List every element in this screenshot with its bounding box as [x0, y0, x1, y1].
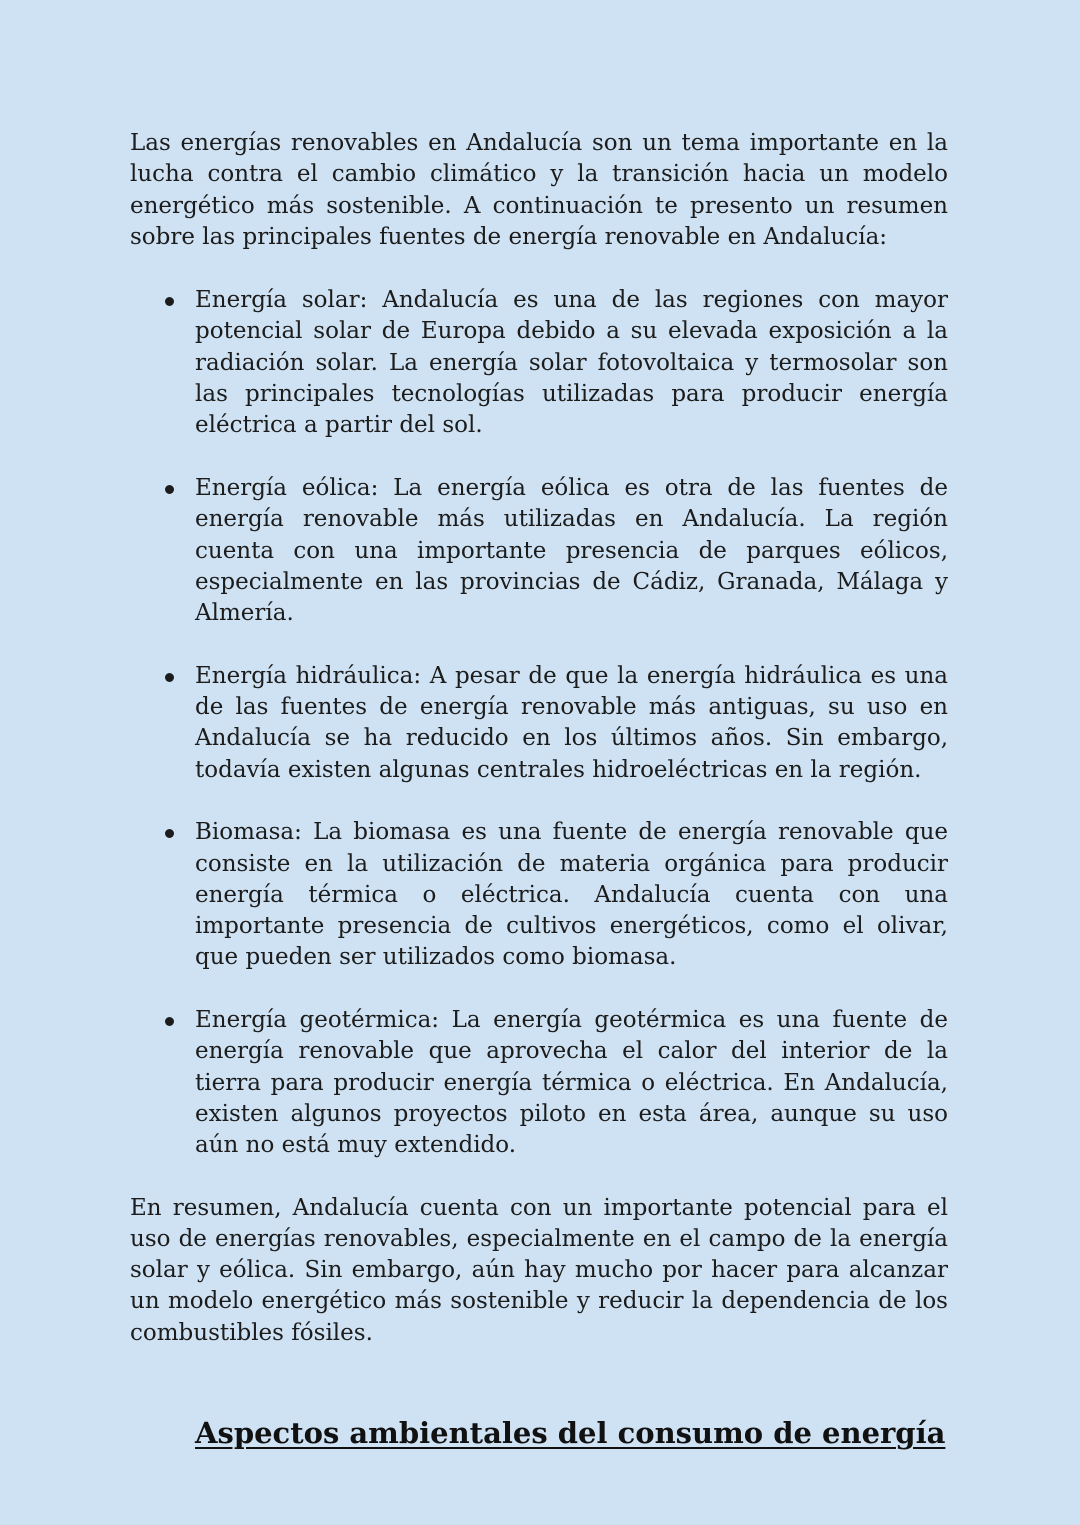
bullet-icon [165, 297, 174, 306]
conclusion-paragraph: En resumen, Andalucía cuenta con un importante potencial para el uso de energías renovables, especialmente en el campo de la energía solar y eólica. Sin embargo, aún hay mucho por hacer para alcanzar un modelo energético más sostenible y reducir la dependencia de los combustibles fósiles. [130, 1194, 948, 1346]
list-item-text: Energía eólica: La energía eólica es otra de las fuentes de energía renovable más utilizadas en Andalucía. La región cuenta con una importante presencia de parques eólicos, especialmente en las provincias de Cádiz, Granada, Málaga y Almería. [195, 474, 948, 627]
bullet-icon [165, 1017, 174, 1026]
list-item [195, 473, 948, 629]
list-item-text: Biomasa: La biomasa es una fuente de energía renovable que consiste en la utilización de materia orgánica para producir energía térmica o eléctrica. Andalucía cuenta con una importante presencia de cultivos energéticos, como el olivar, que pueden ser utilizados como biomasa. [195, 819, 948, 971]
intro-paragraph: Las energías renovables en Andalucía son un tema importante en la lucha contra el cambio climático y la transición hacia un modelo energético más sostenible. A continuación te presento un resumen sobre las principales fuentes de energía renovable en Andalucía: [130, 130, 948, 250]
list-item-text: Energía hidráulica: A pesar de que la energía hidráulica es una de las fuentes de energía renovable más antiguas, su uso en Andalucía se ha reducido en los últimos años. Sin embargo, todavía existen algunas centrales hidroeléctricas en la región. [195, 662, 948, 783]
bullet-icon [165, 485, 174, 494]
list-item-text: Energía solar: Andalucía es una de las regiones con mayor potencial solar de Europa debido a su elevada exposición a la radiación solar. La energía solar fotovoltaica y termosolar son las principales tecnologías utilizadas para producir energía eléctrica a partir del sol. [195, 287, 948, 439]
list-item [195, 817, 948, 973]
list-item [195, 285, 948, 441]
list-item-text: Energía geotérmica: La energía geotérmica es una fuente de energía renovable que aprovecha el calor del interior de la tierra para producir energía térmica o eléctrica. En Andalucía, existen algunos proyectos piloto en esta área, aunque su uso aún no está muy extendido. [195, 1007, 948, 1159]
bullet-icon [165, 673, 174, 682]
document-page [130, 128, 948, 1450]
renewable-sources-list [130, 285, 948, 1161]
list-item [195, 661, 948, 786]
bullet-icon [165, 829, 174, 838]
section-heading: Aspectos ambientales del consumo de energía [195, 1415, 946, 1450]
list-item [195, 1005, 948, 1161]
